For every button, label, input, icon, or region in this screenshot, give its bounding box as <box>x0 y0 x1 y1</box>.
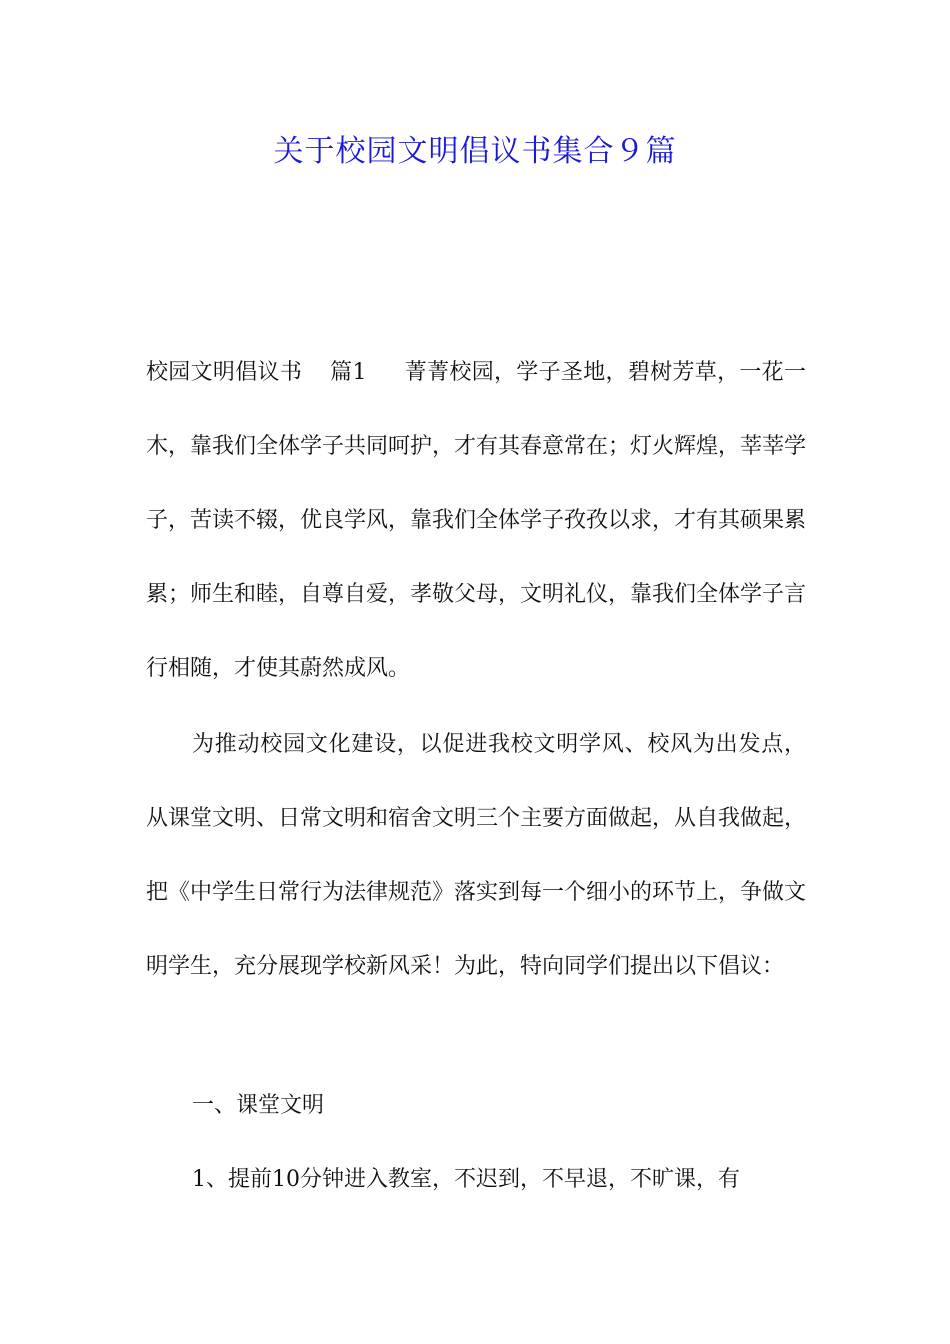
list-item: 1、提前10分钟进入教室，不迟到，不早退，不旷课，有 <box>192 1167 740 1192</box>
section-number: 篇1 <box>330 360 367 385</box>
heading-classroom: 一、课堂文明 <box>192 1093 325 1118</box>
paragraph-intro <box>146 336 806 706</box>
section-label: 校园文明倡议书 <box>146 360 303 385</box>
document-title: 关于校园文明倡议书集合９篇 <box>273 134 677 169</box>
paragraph-purpose: 为推动校园文化建设，以促进我校文明学风、校风为出发点，从课堂文明、日常文明和宿舍文明三个主要方面做起，从自我做起，把《中学生日常行为法律规范》落实到每一个细小的环节上，争做文明学生，充分展现学校新风采！为此，特向同学们提出以下倡议： <box>146 732 807 979</box>
paragraph-intro-text: 菁菁校园，学子圣地，碧树芳草，一花一木，靠我们全体学子共同呵护，才有其春意常在；灯火辉煌，莘莘学子，苦读不辍，优良学风，靠我们全体学子孜孜以求，才有其硕果累累；师生和睦，自尊自爱，孝敬父母，文明礼仪，靠我们全体学子言行相随，才使其蔚然成风。 <box>146 360 807 681</box>
